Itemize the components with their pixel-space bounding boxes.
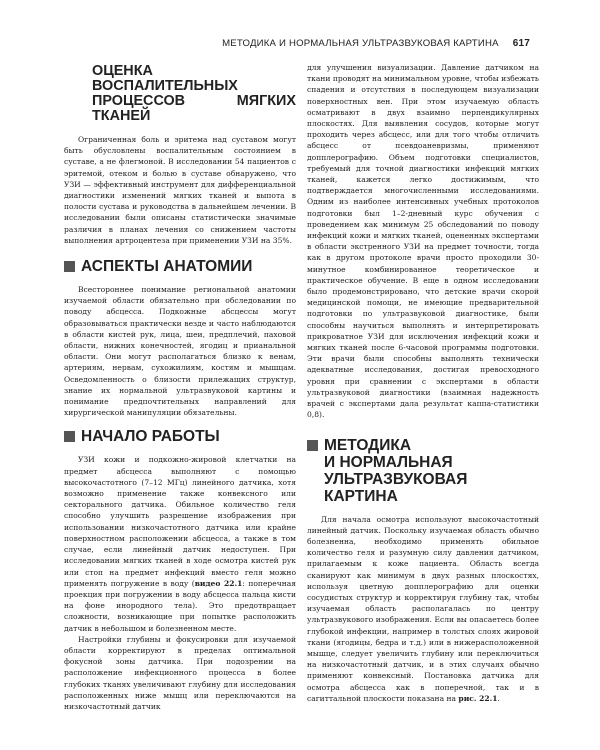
paragraph-getting-started-part-2: : поперечная проекция при погружении в воду абсцесса пальца кисти на фоне инородного тела). Это предотвращает сложности, возникающие при попытке расположить датчик в небольшом и болезненном месте. xyxy=(64,578,296,633)
paragraph-technique-part-1: Для начала осмотра используют высокочастотный линейный датчик. Поскольку изучаемая область обычно болезненна, необходимо применять обильное количество геля и разумную силу давления датчиком, прилагаемым к коже пациента. Область всегда сканируют как минимум в двух разных плоскостях, используя цветную допплерографию для оценки сосудистых структур и корректируя глубину так, чтобы изучаемая область располагалась по центру ультразвукового изображения. Если вы опасаетесь более глубокой инфекции, например в толстых слоях жировой ткани (ягодицы, бедра и т.д.) или в нижерасположенной мышце, следует увеличить глубину или переключиться на низкочастотный датчик, и в этих случаях обычно применяют конвексный. Постановка датчика для осмотра абсцесса как в поперечной, так и в сагиттальной плоскости показана на xyxy=(307,514,539,703)
heading-inflammation xyxy=(92,64,296,124)
heading-technique-line-3: УЛЬТРАЗВУКОВАЯ xyxy=(324,470,468,488)
paragraph-training: для улучшения визуализации. Давление датчиком на ткани проводят на минимальном уровне, чтобы избежать спадения и отсутствия в последующем визуализации поверхностных вен. При этом изучаемую область осматривают в двух взаимно перпендикулярных плоскостях. Для выявления сосудов, которые могут проходить через абсцесс, или для того чтобы отличить абсцесс от псевдоаневризмы, применяют допплерографию. Объем подготовки специалистов, требуемый для точной диагностики инфекций мягких тканей, кажется легко достижимым, что подтверждается многочисленными исследованиями. Одним из наиболее интенсивных учебных протоколов подготовки был 1–2-дневный курс обучения с проведением как минимум 25 обследований по поводу инфекций кожи и мягких тканей, оцененных экспертами в области экстренного УЗИ на предмет точности, тогда как в другом протоколе врачи просто проходили 30-минутное комбинированное теоретическое и практическое обучение. В еще в одном исследовании было продемонстрировано, что детские врачи скорой медицинской помощи, не имеющие предварительной подготовки по ультразвуковой диагностике, были способны научиться выполнять и интерпретировать прикроватное УЗИ для исключения инфекций кожи и мягких тканей после 6-часовой программы подготовки. Эти врачи были способны выполнять технически адекватные исследования, достигая превосходного уровня при сравнении с экспертами в области ультразвуковой диагностики (взаимная надежность врачей с экспертами дала результат каппа-статистики 0,8). xyxy=(307,63,539,420)
paragraph-inflammation: Ограниченная боль и эритема над суставом могут быть обусловлены воспалительным состоянием в суставе, а не флегмоной. В исследовании 54 пациентов с эритемой, отеком и болью в суставе обнаружено, что УЗИ — эффективный инструмент для дифференциальной диагностики изменений мягких тканей и выпота в полости сустава и руководства в дальнейшем лечении. В исследовании были описаны статистически значимые различия в планах лечения со снижением частоты выполнения артроцентеза при применении УЗИ на 35%. xyxy=(64,135,296,245)
square-bullet-icon xyxy=(64,431,75,442)
square-bullet-icon xyxy=(64,261,75,272)
paragraph-technique-part-2: . xyxy=(497,693,500,703)
heading-inflammation-line-1: ОЦЕНКА ВОСПАЛИТЕЛЬНЫХ xyxy=(92,63,238,94)
paragraph-depth-settings: Настройки глубины и фокусировки для изучаемой области корректируют в пределах оптимальной фокусной зоны датчика. При подозрении на расположение инфекционного процесса в более глубоких тканях увеличивают глубину для исследования расположенных ниже мышц или переключаются на низкочастотный датчик xyxy=(64,634,296,711)
heading-inflammation-line-2: ПРОЦЕССОВ МЯГКИХ ТКАНЕЙ xyxy=(92,93,296,124)
running-head-title: МЕТОДИКА И НОРМАЛЬНАЯ УЛЬТРАЗВУКОВАЯ КАРТИНА xyxy=(222,38,499,49)
heading-technique-lines xyxy=(324,437,467,505)
paragraph-getting-started-part-1: УЗИ кожи и подкожно-жировой клетчатки на предмет абсцесса выполняют с помощью высокочастотного (7–12 МГц) линейного датчика, хотя возможно применение также конвексного или секторального датчика. Обильное количество геля способно улучшить разрешение изображения при использовании низкочастотного датчика или крайне поверхностном расположении абсцесса, а также в том случае, если линейный датчик недоступен. При исследовании мягких тканей в ходе осмотра кистей рук или стоп на предмет инфекций вместо геля можно применять погружение в воду ( xyxy=(64,455,296,588)
heading-technique xyxy=(307,437,539,505)
heading-anatomy-text: АСПЕКТЫ АНАТОМИИ xyxy=(81,258,253,276)
heading-getting-started-text: НАЧАЛО РАБОТЫ xyxy=(81,428,220,446)
heading-anatomy xyxy=(64,258,296,275)
figure-reference: рис. 22.1 xyxy=(458,693,498,703)
square-bullet-icon xyxy=(307,440,318,451)
page-number: 617 xyxy=(512,38,530,49)
paragraph-technique xyxy=(307,514,539,704)
paragraph-anatomy: Всестороннее понимание региональной анатомии изучаемой области обязательно при обследовании по поводу абсцесса. Подкожные абсцессы могут образовываться практически везде и часто наблюдаются в области кистей рук, лица, шеи, предплечий, паховой области, нижних конечностей, ягодиц и прианальной области. Они могут располагаться близко к венам, артериям, нервам, сухожилиям, костям и мышцам. Осведомленность о близости прилежащих структур, знание их нормальной ультразвуковой картины и понимание предпочтительных направлений для хирургической манипуляции обязательны. xyxy=(64,285,296,418)
left-column xyxy=(64,64,296,712)
running-head xyxy=(220,38,530,49)
paragraph-getting-started xyxy=(64,454,296,633)
video-reference: видео 22.1 xyxy=(194,578,243,588)
heading-technique-line-2: И НОРМАЛЬНАЯ xyxy=(324,453,453,471)
heading-technique-line-4: КАРТИНА xyxy=(324,487,398,505)
heading-getting-started xyxy=(64,428,296,445)
right-column xyxy=(307,62,539,704)
heading-technique-line-1: МЕТОДИКА xyxy=(324,436,412,454)
